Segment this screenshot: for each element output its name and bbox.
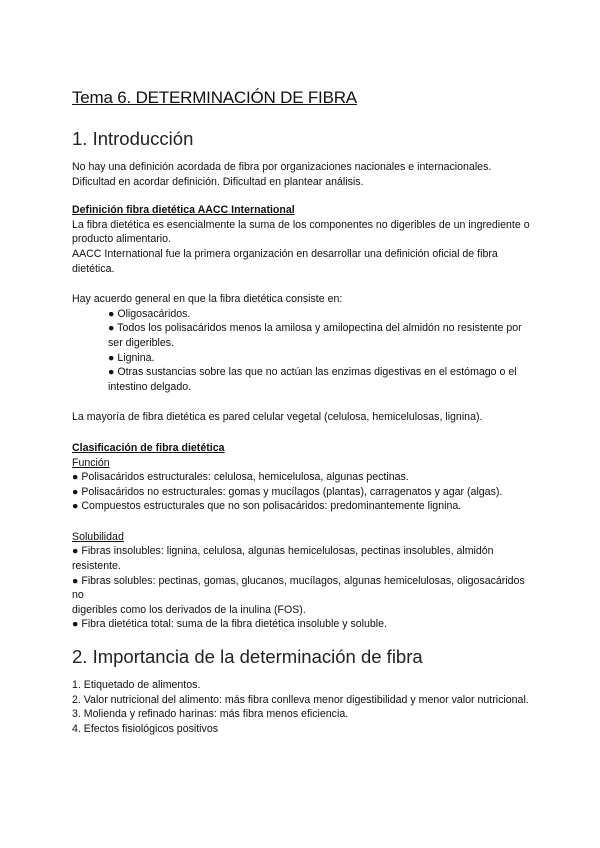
section-2-heading: 2. Importancia de la determinación de fibra	[72, 646, 423, 668]
list-item: ● Otras sustancias sobre las que no actúan las enzimas digestivas en el estómago o el intestino delgado.	[108, 366, 517, 393]
majority-paragraph: La mayoría de fibra dietética es pared celular vegetal (celulosa, hemicelulosas, lignina).	[72, 411, 483, 424]
list-item: 4. Efectos fisiológicos positivos	[72, 722, 219, 735]
list-item: ● Fibras insolubles: lignina, celulosa, algunas hemicelulosas, pectinas insolubles, almidón resistente.	[72, 545, 494, 573]
list-item: 3. Molienda y refinado harinas: más fibra menos eficiencia.	[72, 708, 349, 721]
solubilidad-label: Solubilidad	[72, 530, 124, 543]
list-item: ● Polisacáridos no estructurales: gomas y mucílagos (plantas), carragenatos y agar (algas).	[72, 485, 503, 498]
list-item: 2. Valor nutricional del alimento: más fibra conlleva menor digestibilidad y menor valor nutricional.	[72, 693, 529, 706]
classification-heading: Clasificación de fibra dietética	[72, 441, 225, 454]
definition-paragraph-1: La fibra dietética es esencialmente la suma de los componentes no digeribles de un ingrediente o producto alimentario.	[72, 218, 530, 246]
definition-paragraph-2: AACC International fue la primera organización en desarrollar una definición oficial de fibra dietética.	[72, 247, 498, 275]
document-page	[72, 88, 532, 736]
list-item: 1. Etiquetado de alimentos.	[72, 679, 201, 692]
list-item: ● Lignina.	[108, 351, 155, 364]
list-item: ● Fibras solubles: pectinas, gomas, glucanos, mucílagos, algunas hemicelulosas, oligosacáridos no	[72, 574, 525, 602]
definition-heading: Definición fibra dietética AACC International	[72, 204, 295, 217]
list-item: ● Oligosacáridos.	[108, 307, 191, 320]
agreement-list	[72, 307, 532, 395]
section-1-heading: 1. Introducción	[72, 128, 194, 149]
list-item: ● Compuestos estructurales que no son polisacáridos: predominantemente lignina.	[72, 500, 462, 513]
list-item: ● Todos los polisacáridos menos la amilosa y amilopectina del almidón no resistente por ser digeribles.	[108, 322, 522, 349]
agreement-intro: Hay acuerdo general en que la fibra dietética consiste en:	[72, 293, 343, 306]
page-title: Tema 6. DETERMINACIÓN DE FIBRA	[72, 88, 357, 107]
list-item: digeribles como los derivados de la inulina (FOS).	[72, 603, 306, 616]
list-item: ● Polisacáridos estructurales: celulosa, hemicelulosa, algunas pectinas.	[72, 471, 409, 484]
funcion-label: Función	[72, 456, 110, 469]
intro-paragraph: No hay una definición acordada de fibra por organizaciones nacionales e internacionales. Dificultad en acordar definición. Dificultad en plantear análisis.	[72, 161, 492, 188]
list-item: ● Fibra dietética total: suma de la fibra dietética insoluble y soluble.	[72, 618, 387, 631]
